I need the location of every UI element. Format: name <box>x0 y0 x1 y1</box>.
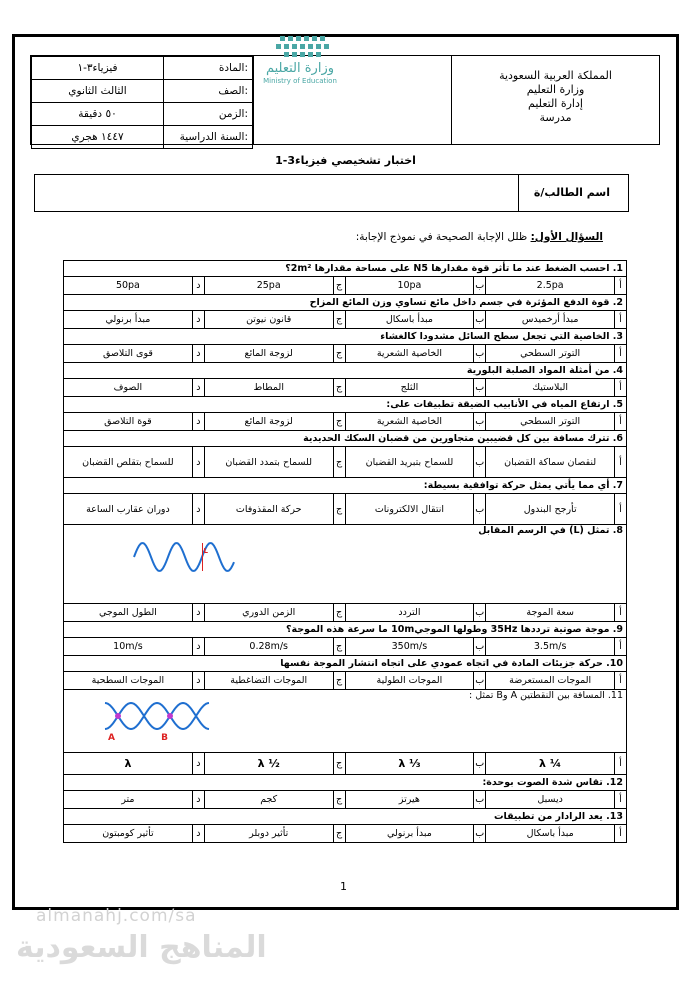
option-letter: أ <box>615 413 627 431</box>
ministry-block <box>451 56 659 144</box>
option-1[interactable]: لنقصان سماكة القضبان <box>486 447 615 478</box>
question-text <box>64 295 627 311</box>
student-name-label: اسم الطالب/ة <box>518 175 628 211</box>
option-1[interactable]: الموجات المستعرضة <box>486 672 615 690</box>
question-12-text: 12. تقاس شدة الصوت بوحدة: <box>482 777 623 788</box>
grade-value: الثالث الثانوي <box>32 80 164 103</box>
option-letter: ب <box>474 413 486 431</box>
option-letter: ب <box>474 447 486 478</box>
node-a-dot <box>115 713 121 719</box>
option-1[interactable]: ¼ λ <box>486 753 615 775</box>
questions-table <box>63 260 627 843</box>
option-letter: أ <box>615 672 627 690</box>
option-letter: د <box>192 791 204 809</box>
option-2[interactable]: مبدأ برنولي <box>345 825 474 843</box>
option-2[interactable]: هيرتز <box>345 791 474 809</box>
option-letter: ب <box>474 791 486 809</box>
option-letter: د <box>192 604 204 622</box>
watermark-text: المناهج السعودية <box>16 930 267 965</box>
wave-label: L <box>203 547 208 555</box>
option-letter: ب <box>474 379 486 397</box>
question-row <box>64 431 627 447</box>
option-1[interactable]: 2.5pa <box>486 277 615 295</box>
option-letter: ب <box>474 277 486 295</box>
student-name-box <box>34 174 629 212</box>
option-2[interactable]: 10pa <box>345 277 474 295</box>
option-letter: د <box>192 753 204 775</box>
question-row <box>64 775 627 791</box>
option-4[interactable]: مبدأ برنولي <box>64 311 193 329</box>
options-row <box>64 277 627 295</box>
question-text <box>64 809 627 825</box>
option-2[interactable]: ⅓ λ <box>345 753 474 775</box>
option-letter: أ <box>615 379 627 397</box>
option-letter: أ <box>615 825 627 843</box>
option-letter: د <box>192 494 204 525</box>
option-4[interactable]: 10m/s <box>64 638 193 656</box>
question-9-text: 9. موجة صوتية ترددها 35Hz وطولها الموجي10m ما سرعة هذه الموجة؟ <box>285 624 623 635</box>
option-1[interactable]: البلاستيك <box>486 379 615 397</box>
option-4[interactable]: قوى التلاصق <box>64 345 193 363</box>
option-1[interactable]: تأرجح البندول <box>486 494 615 525</box>
option-3[interactable]: الموجات التضاغطية <box>204 672 333 690</box>
option-2[interactable]: الخاصية الشعرية <box>345 413 474 431</box>
option-letter: أ <box>615 447 627 478</box>
question-text <box>64 775 627 791</box>
option-letter: ج <box>333 753 345 775</box>
question-10-text: 10. حركة جزيئات المادة في اتجاه عمودي على اتجاه انتشار الموجة نفسها <box>280 658 623 669</box>
option-letter: ب <box>474 753 486 775</box>
subject-label: المادة: <box>164 57 253 80</box>
exam-info-table <box>31 56 254 144</box>
option-1[interactable]: التوتر السطحي <box>486 413 615 431</box>
option-2[interactable]: الثلج <box>345 379 474 397</box>
question-7-text: 7. أي مما يأتي يمثل حركة توافقية بسيطة: <box>423 480 623 491</box>
option-4[interactable]: متر <box>64 791 193 809</box>
option-letter: ج <box>333 379 345 397</box>
logo-english-text: Ministry of Education <box>263 77 337 85</box>
option-4[interactable]: دوران عقارب الساعة <box>64 494 193 525</box>
logo-arabic-text: وزارة التعليم <box>265 61 335 76</box>
option-letter: ج <box>333 604 345 622</box>
options-row <box>64 494 627 525</box>
option-2[interactable]: التردد <box>345 604 474 622</box>
option-letter: ج <box>333 825 345 843</box>
option-letter: د <box>192 311 204 329</box>
option-letter: ج <box>333 447 345 478</box>
option-3[interactable]: حركة المقذوفات <box>204 494 333 525</box>
question-2-text: 2. قوة الدفع المؤثرة في جسم داخل مائع تساوي وزن المائع المزاح <box>309 297 623 308</box>
option-3[interactable]: للسماح بتمدد القضبان <box>204 447 333 478</box>
option-2[interactable]: الخاصية الشعرية <box>345 345 474 363</box>
question-1-text: 1. احسب الضغط عند ما تأثر قوة مقدارها N5 على مساحة مقدارها 2m²؟ <box>285 263 623 274</box>
question-6-text: 6. تترك مسافة بين كل قضيبين متجاورين من قضبان السكك الحديدية <box>303 433 623 444</box>
options-row <box>64 753 627 775</box>
school-name: مدرسة <box>539 111 572 124</box>
option-letter: ج <box>333 345 345 363</box>
directorate-name: إدارة التعليم <box>528 97 583 110</box>
option-2[interactable]: الموجات الطولية <box>345 672 474 690</box>
option-1[interactable]: 3.5m/s <box>486 638 615 656</box>
wave-curve <box>134 543 234 571</box>
option-letter: د <box>192 672 204 690</box>
exam-title: اختبار تشخيصي فيزياء3-1 <box>275 154 416 167</box>
option-letter: ب <box>474 638 486 656</box>
option-3[interactable]: 0.28m/s <box>204 638 333 656</box>
question-text <box>64 622 627 638</box>
option-letter: ج <box>333 672 345 690</box>
option-letter: أ <box>615 791 627 809</box>
option-2[interactable]: 350m/s <box>345 638 474 656</box>
option-letter: ج <box>333 277 345 295</box>
question-4-text: 4. من أمثلة المواد الصلبة البلورية <box>466 365 623 376</box>
question-row <box>64 478 627 494</box>
options-row <box>64 672 627 690</box>
question-row <box>64 656 627 672</box>
subject-value: فيزياء٣-١ <box>32 57 164 80</box>
option-letter: أ <box>615 753 627 775</box>
time-label: الزمن: <box>164 103 253 126</box>
question-row <box>64 261 627 277</box>
ministry-name: وزارة التعليم <box>526 83 585 96</box>
question-text <box>64 261 627 277</box>
section-one-text: ظلل الإجابة الصحيحة في نموذج الإجابة: <box>355 231 531 243</box>
option-letter: د <box>192 379 204 397</box>
option-1[interactable]: مبدأ باسكال <box>486 825 615 843</box>
options-row <box>64 825 627 843</box>
question-text <box>64 525 627 604</box>
section-one-label: السؤال الأول: <box>530 231 603 243</box>
option-4[interactable]: λ <box>64 753 193 775</box>
year-label: السنة الدراسية: <box>164 126 253 149</box>
node-b-dot <box>167 713 173 719</box>
option-letter: د <box>192 825 204 843</box>
question-8-text: 8. تمثل (L) في الرسم المقابل <box>478 525 623 536</box>
question-row <box>64 809 627 825</box>
option-letter: د <box>192 345 204 363</box>
year-value: ١٤٤٧ هجري <box>32 126 164 149</box>
option-letter: د <box>192 447 204 478</box>
question-row <box>64 397 627 413</box>
option-letter: أ <box>615 494 627 525</box>
kingdom-name: المملكة العربية السعودية <box>499 69 612 82</box>
time-value: ٥٠ دقيقة <box>32 103 164 126</box>
option-4[interactable]: الموجات السطحية <box>64 672 193 690</box>
option-letter: د <box>192 277 204 295</box>
option-4[interactable]: الطول الموجي <box>64 604 193 622</box>
question-row <box>64 295 627 311</box>
option-letter: ج <box>333 413 345 431</box>
option-letter: ب <box>474 672 486 690</box>
options-row <box>64 604 627 622</box>
question-text <box>64 656 627 672</box>
options-row <box>64 311 627 329</box>
option-letter: أ <box>615 311 627 329</box>
option-4[interactable]: الصوف <box>64 379 193 397</box>
option-4[interactable]: للسماح بتقلص القضبان <box>64 447 193 478</box>
option-letter: ج <box>333 791 345 809</box>
option-letter: ب <box>474 604 486 622</box>
option-4[interactable]: قوة التلاصق <box>64 413 193 431</box>
option-3[interactable]: لزوجة المائع <box>204 345 333 363</box>
question-row <box>64 525 627 604</box>
option-1[interactable]: التوتر السطحي <box>486 345 615 363</box>
option-letter: أ <box>615 604 627 622</box>
question-3-text: 3. الخاصية التي تجعل سطح السائل مشدودا كالغشاء <box>380 331 623 342</box>
option-4[interactable]: 50pa <box>64 277 193 295</box>
option-letter: ج <box>333 638 345 656</box>
standing-wave-diagram <box>102 696 212 746</box>
question-text <box>64 363 627 379</box>
option-letter: أ <box>615 345 627 363</box>
question-text <box>64 690 627 753</box>
option-letter: ب <box>474 345 486 363</box>
ministry-logo-icon <box>240 28 360 88</box>
option-1[interactable]: مبدأ أرخميدس <box>486 311 615 329</box>
option-1[interactable]: ديسبل <box>486 791 615 809</box>
option-3[interactable]: كجم <box>204 791 333 809</box>
option-letter: ج <box>333 494 345 525</box>
option-letter: ب <box>474 825 486 843</box>
option-letter: ب <box>474 311 486 329</box>
watermark-url: almanahj.com/sa <box>36 906 197 926</box>
option-2[interactable]: للسماح بتبريد القضبان <box>345 447 474 478</box>
question-text <box>64 329 627 345</box>
option-3[interactable]: قانون نيوتن <box>204 311 333 329</box>
options-row <box>64 379 627 397</box>
question-text <box>64 478 627 494</box>
option-3[interactable]: المطاط <box>204 379 333 397</box>
node-b-label: B <box>161 733 168 743</box>
question-5-text: 5. ارتفاع المياه في الأنابيب الضيقة تطبيقات على: <box>386 399 623 410</box>
option-letter: ب <box>474 494 486 525</box>
question-row <box>64 363 627 379</box>
wave-diagram <box>130 537 242 577</box>
option-3[interactable]: لزوجة المائع <box>204 413 333 431</box>
option-letter: د <box>192 638 204 656</box>
question-text <box>64 397 627 413</box>
question-row <box>64 329 627 345</box>
option-letter: أ <box>615 277 627 295</box>
option-letter: ج <box>333 311 345 329</box>
options-row <box>64 638 627 656</box>
option-2[interactable]: انتقال الالكترونات <box>345 494 474 525</box>
question-text <box>64 431 627 447</box>
option-3[interactable]: تأثير دوبلر <box>204 825 333 843</box>
options-row <box>64 413 627 431</box>
options-row <box>64 791 627 809</box>
option-1[interactable]: سعة الموجة <box>486 604 615 622</box>
question-13-text: 13. يعد الرادار من تطبيقات <box>493 811 623 822</box>
option-3[interactable]: 25pa <box>204 277 333 295</box>
section-one-instruction <box>356 231 603 243</box>
page-number: 1 <box>340 880 347 893</box>
option-3[interactable]: الزمن الدوري <box>204 604 333 622</box>
options-row <box>64 345 627 363</box>
option-3[interactable]: ½ λ <box>204 753 333 775</box>
options-row <box>64 447 627 478</box>
option-letter: أ <box>615 638 627 656</box>
question-row <box>64 690 627 753</box>
option-4[interactable]: تأثير كومبتون <box>64 825 193 843</box>
question-row <box>64 622 627 638</box>
grade-label: الصف: <box>164 80 253 103</box>
option-2[interactable]: مبدأ باسكال <box>345 311 474 329</box>
node-a-label: A <box>108 733 115 743</box>
question-11-text: 11. المسافة بين النقطتين A وB تمثل : <box>468 690 623 701</box>
option-letter: د <box>192 413 204 431</box>
